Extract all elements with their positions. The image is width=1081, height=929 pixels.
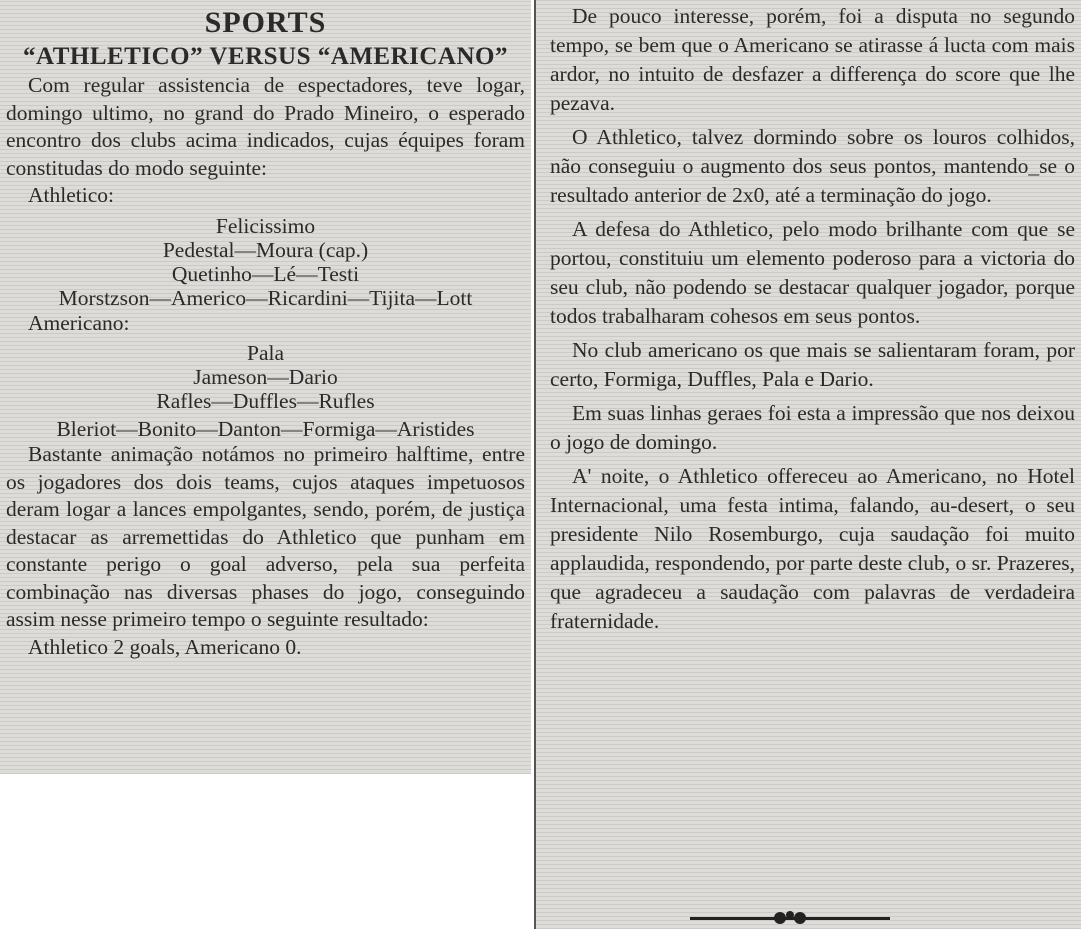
team1-label: Athletico: bbox=[28, 183, 114, 207]
end-ornament-icon bbox=[690, 910, 890, 926]
paragraph: No club americano os que mais se salientaram foram, por certo, Formiga, Duffles, Pala e Dario. bbox=[550, 338, 1075, 391]
first-half-score: Athletico 2 goals, Americano 0. bbox=[28, 634, 302, 659]
team1-line: Felicissimo bbox=[215, 213, 316, 238]
article-headline: “ATHLETICO” VERSUS “AMERICANO” bbox=[23, 43, 508, 70]
team2-line: Jameson—Dario bbox=[193, 365, 338, 389]
left-column bbox=[0, 0, 531, 774]
team2-line: Bleriot—Bonito—Danton—Formiga—Aristides bbox=[56, 417, 475, 441]
team2-line: Rafles—Duffles—Rufles bbox=[156, 389, 375, 413]
first-half-paragraph: Bastante animação notámos no primeiro halftime, entre os jogadores dos dois teams, cujos ataques impetuosos deram logar a lances empolgantes, sendo, porém, de justiça destacar as arremettidas do Athletico que punham em constante perigo o goal adverso, pela sua perfeita combinação nas diversas phases do jogo, conseguindo assim nesse primeiro tempo o seguinte resultado: bbox=[6, 442, 525, 631]
section-title: SPORTS bbox=[204, 6, 327, 39]
team1-line: Morstzson—Americo—Ricardini—Tijita—Lott bbox=[58, 285, 473, 310]
paragraph: De pouco interesse, porém, foi a disputa no segundo tempo, se bem que o Americano se atirasse á lucta com mais ardor, no intuito de desfazer a differença do score que lhe pezava. bbox=[550, 4, 1075, 115]
team1-line: Pedestal—Moura (cap.) bbox=[162, 237, 369, 262]
team2-line: Pala bbox=[246, 341, 285, 365]
intro-paragraph: Com regular assistencia de espectadores, teve logar, domingo ultimo, no grand do Prado Mineiro, o esperado encontro dos clubs acima indicados, cujas équipes foram constitudas do modo seguinte: bbox=[6, 73, 525, 180]
paragraph: A' noite, o Athletico offereceu ao Americano, no Hotel Internacional, uma festa intima, falando, au-desert, o seu presidente Nilo Rosemburgo, cuja saudação foi muito applaudida, respondendo, por parte deste club, o sr. Prazeres, que agradeceu a saudação com palavras de verdadeira fraternidade. bbox=[550, 464, 1075, 633]
paragraph: A defesa do Athletico, pelo modo brilhante com que se portou, constituiu um elemento poderoso para a victoria do seu club, não podendo se destacar qualquer jogador, porque todos trabalharam cohesos em seus pontos. bbox=[550, 217, 1075, 328]
team1-line: Quetinho—Lé—Testi bbox=[171, 261, 360, 286]
paragraph: Em suas linhas geraes foi esta a impressão que nos deixou o jogo de domingo. bbox=[550, 401, 1075, 454]
right-column bbox=[534, 0, 1081, 929]
team2-label: Americano: bbox=[28, 310, 130, 335]
paragraph: O Athletico, talvez dormindo sobre os louros colhidos, não conseguiu o augmento dos seus pontos, mantendo_se o resultado anterior de 2x0, até a terminação do jogo. bbox=[550, 125, 1075, 207]
